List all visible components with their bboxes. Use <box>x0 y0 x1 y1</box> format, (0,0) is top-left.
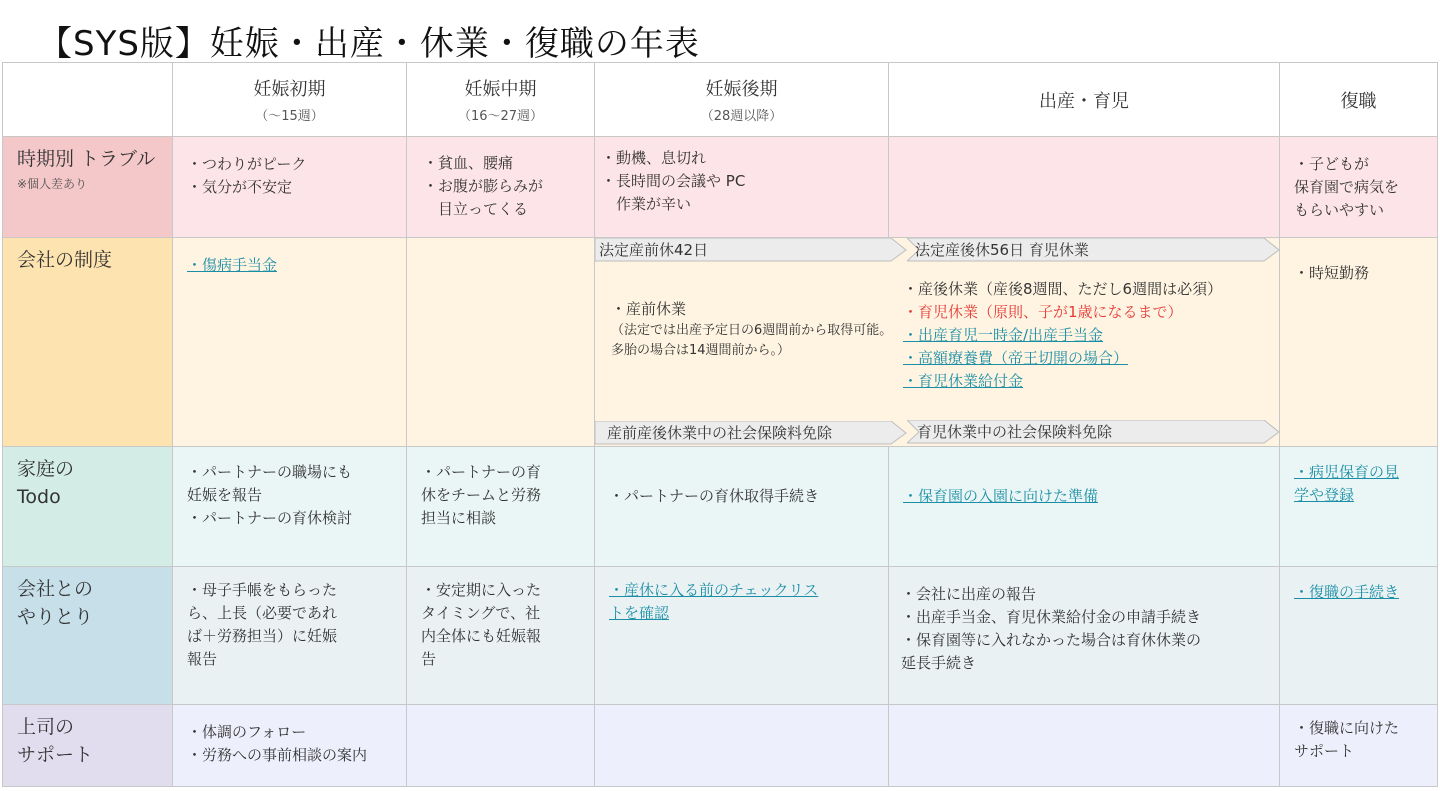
header-label: 妊娠初期 <box>253 79 326 100</box>
cell-boss-early <box>173 705 407 787</box>
cell-boss-late <box>595 705 889 787</box>
text-line: ・気分が不安定 <box>187 178 293 196</box>
postnatal-info <box>891 272 1281 393</box>
arrow-insurance-childcare <box>907 420 1280 444</box>
arrow-label: 法定産後休56日 育児休業 <box>915 241 1089 259</box>
link-pre-leave-checklist[interactable]: トを確認 <box>609 604 670 622</box>
row-label-text: 家庭の <box>17 458 75 480</box>
text-line: ・時短勤務 <box>1294 264 1370 282</box>
text-line: ・産前休業 <box>611 300 687 318</box>
text-line: 延長手続き <box>901 654 977 672</box>
text-line: ・出産手当金、育児休業給付金の申請手続き <box>901 608 1202 626</box>
cell-system-early <box>173 238 407 447</box>
cell-home-early <box>173 447 407 567</box>
cell-company-birth <box>889 567 1280 705</box>
row-label-boss <box>2 705 173 787</box>
text-line: ・パートナーの育休検討 <box>187 509 353 527</box>
cell-home-late <box>595 447 889 567</box>
text-line: 保育園で病気を <box>1294 178 1400 196</box>
text-line: ・パートナーの育休取得手続き <box>609 487 820 505</box>
row-label-text: サポート <box>17 744 94 766</box>
text-line: 担当に相談 <box>421 509 497 527</box>
cell-boss-return <box>1280 705 1438 787</box>
row-label-system <box>2 238 173 447</box>
header-birth <box>889 62 1280 137</box>
row-label-text: やりとり <box>17 606 94 628</box>
childcare-leave-text: ・育児休業（原則、子が1歳になるまで） <box>903 303 1183 321</box>
text-line: タイミングで、社 <box>421 604 541 622</box>
header-middle <box>407 62 595 137</box>
arrow-insurance-prenatal <box>595 421 907 445</box>
text-line: ・パートナーの育 <box>421 463 542 481</box>
link-sick-child-care[interactable]: 学や登録 <box>1294 486 1355 504</box>
arrow-postnatal-leave <box>907 238 1280 262</box>
text-line: 内全体にも妊娠報 <box>421 627 542 645</box>
arrow-prenatal-leave <box>595 238 907 262</box>
header-sublabel: （28週以降） <box>700 109 783 124</box>
header-label: 出産・育児 <box>1039 90 1129 112</box>
text-line: ・会社に出産の報告 <box>901 585 1037 603</box>
cell-trouble-early <box>173 137 407 238</box>
cell-home-birth <box>889 447 1280 567</box>
link-birth-allowance[interactable]: ・出産育児一時金/出産手当金 <box>903 326 1104 344</box>
text-line: 休をチームと労務 <box>421 486 542 504</box>
prenatal-leave-info <box>597 292 901 361</box>
text-line: 告 <box>421 650 437 668</box>
header-return <box>1280 62 1438 137</box>
link-return-procedure[interactable]: ・復職の手続き <box>1294 583 1400 601</box>
text-line: ・産後休業（産後8週間、ただし6週間は必須） <box>903 280 1223 298</box>
row-label-text: 上司の <box>17 716 75 738</box>
cell-home-return <box>1280 447 1438 567</box>
text-line: ば＋労務担当）に妊娠 <box>187 627 338 645</box>
row-label-home <box>2 447 173 567</box>
cell-boss-birth <box>889 705 1280 787</box>
text-line: 妊娠を報告 <box>187 486 263 504</box>
text-line: サポート <box>1294 742 1355 760</box>
cell-home-middle <box>407 447 595 567</box>
text-line: ・動機、息切れ <box>601 149 707 167</box>
row-label-text: 会社の制度 <box>17 249 113 271</box>
link-childcare-benefit[interactable]: ・育児休業給付金 <box>903 372 1024 390</box>
arrow-label: 産前産後休業中の社会保険料免除 <box>607 424 833 442</box>
link-sick-allowance[interactable]: ・傷病手当金 <box>187 256 278 274</box>
text-line: ・復職に向けた <box>1294 719 1400 737</box>
text-line: ら、上長（必要であれ <box>187 604 338 622</box>
header-corner <box>2 62 173 137</box>
header-sublabel: （16〜27週） <box>457 109 544 124</box>
cell-trouble-late <box>595 137 889 238</box>
text-line: 作業が辛い <box>601 195 692 213</box>
header-label: 復職 <box>1340 90 1377 112</box>
row-label-text: 会社との <box>17 578 94 600</box>
row-label-company <box>2 567 173 705</box>
text-line: ・母子手帳をもらった <box>187 581 338 599</box>
text-line: ・安定期に入った <box>421 581 542 599</box>
link-pre-leave-checklist[interactable]: ・産休に入る前のチェックリス <box>609 581 819 599</box>
text-line: ・子どもが <box>1294 155 1370 173</box>
cell-company-late <box>595 567 889 705</box>
text-line: 報告 <box>187 650 218 668</box>
link-sick-child-care[interactable]: ・病児保育の見 <box>1294 463 1400 481</box>
cell-system-middle <box>407 238 595 447</box>
cell-trouble-middle <box>407 137 595 238</box>
text-line: ・体調のフォロー <box>187 723 307 741</box>
header-label: 妊娠中期 <box>464 79 537 100</box>
link-nursery-prep[interactable]: ・保育園の入園に向けた準備 <box>903 487 1099 505</box>
link-high-medical-cost[interactable]: ・高額療養費（帝王切開の場合） <box>903 349 1129 367</box>
header-late <box>595 62 889 137</box>
header-label: 妊娠後期 <box>705 79 778 100</box>
header-sublabel: （〜15週） <box>255 109 324 124</box>
cell-trouble-birth <box>889 137 1280 238</box>
arrow-label: 法定産前休42日 <box>599 241 709 259</box>
page-title: 【SYS版】妊娠・出産・休業・復職の年表 <box>38 24 700 64</box>
text-line: 目立ってくる <box>423 200 529 218</box>
text-line: もらいやすい <box>1294 201 1385 219</box>
cell-company-early <box>173 567 407 705</box>
row-label-text: Todo <box>17 486 61 508</box>
text-line: ・お腹が膨らみが <box>423 177 544 195</box>
text-line: ・パートナーの職場にも <box>187 463 353 481</box>
cell-trouble-return <box>1280 137 1438 238</box>
header-early <box>173 62 407 137</box>
cell-company-middle <box>407 567 595 705</box>
text-line: ・長時間の会議や PC <box>601 172 746 190</box>
arrow-label: 育児休業中の社会保険料免除 <box>917 423 1113 441</box>
row-label-note: ※個人差あり <box>17 177 88 191</box>
text-line: ・貧血、腰痛 <box>423 154 514 172</box>
text-line: ・つわりがピーク <box>187 155 307 173</box>
row-label-trouble <box>2 137 173 238</box>
note-text: （法定では出産予定日の6週間前から取得可能。多胎の場合は14週間前から。） <box>611 323 893 358</box>
cell-company-return <box>1280 567 1438 705</box>
text-line: ・労務への事前相談の案内 <box>187 746 368 764</box>
cell-system-return <box>1280 238 1438 447</box>
cell-boss-middle <box>407 705 595 787</box>
text-line: ・保育園等に入れなかった場合は育休休業の <box>901 631 1202 649</box>
row-label-text: 時期別 トラブル <box>17 148 156 170</box>
